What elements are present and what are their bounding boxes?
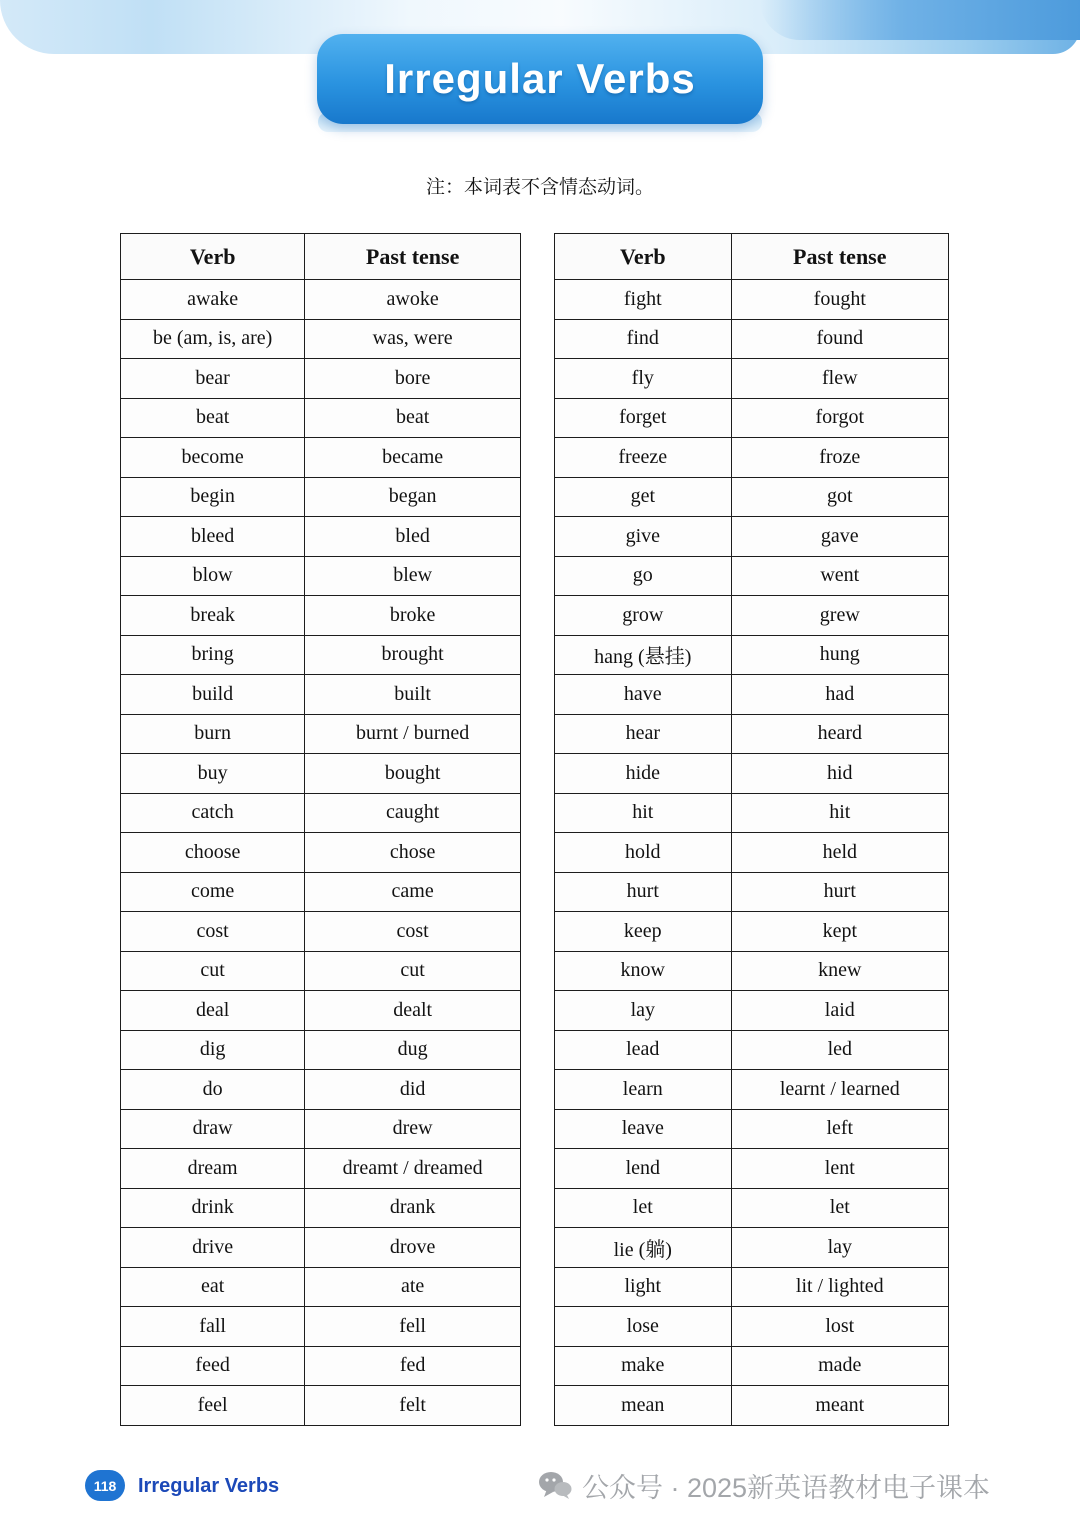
table-cell: flew: [731, 359, 948, 399]
table-row: [121, 1149, 521, 1189]
table-cell: drive: [121, 1228, 305, 1268]
table-cell: hurt: [555, 872, 732, 912]
table-row: [121, 398, 521, 438]
table-row: [555, 675, 949, 715]
table-row: [121, 1346, 521, 1386]
table-row: [555, 556, 949, 596]
table-cell: knew: [731, 951, 948, 991]
table-cell: meant: [731, 1386, 948, 1426]
table-cell: deal: [121, 991, 305, 1031]
table-cell: fly: [555, 359, 732, 399]
table-row: [121, 517, 521, 557]
table-cell: bought: [305, 754, 521, 794]
page-number: 118: [93, 1477, 117, 1494]
title-banner: [317, 34, 763, 124]
table-cell: forgot: [731, 398, 948, 438]
table-row: [555, 793, 949, 833]
table-cell: fight: [555, 280, 732, 320]
table-cell: drink: [121, 1188, 305, 1228]
table-header-row: [121, 234, 521, 280]
table-cell: fell: [305, 1307, 521, 1347]
table-row: [555, 1149, 949, 1189]
table-cell: cost: [305, 912, 521, 952]
table-cell: do: [121, 1070, 305, 1110]
table-row: [121, 477, 521, 517]
table-row: [555, 517, 949, 557]
table-cell: lent: [731, 1149, 948, 1189]
table-cell: ate: [305, 1267, 521, 1307]
table-cell: have: [555, 675, 732, 715]
table-row: [121, 833, 521, 873]
table-cell: buy: [121, 754, 305, 794]
table-cell: get: [555, 477, 732, 517]
table-cell: let: [555, 1188, 732, 1228]
table-row: [121, 951, 521, 991]
table-cell: lit / lighted: [731, 1267, 948, 1307]
table-row: [121, 1030, 521, 1070]
table-cell: bear: [121, 359, 305, 399]
decorative-sky-right: [760, 0, 1080, 40]
table-row: [555, 1188, 949, 1228]
table-row: [121, 912, 521, 952]
table-cell: cut: [121, 951, 305, 991]
table-row: [555, 833, 949, 873]
verb-table-right: [554, 233, 949, 1426]
table-cell: gave: [731, 517, 948, 557]
table-cell: lose: [555, 1307, 732, 1347]
table-cell: kept: [731, 912, 948, 952]
table-row: [555, 951, 949, 991]
table-cell: dealt: [305, 991, 521, 1031]
table-row: [555, 596, 949, 636]
column-header: Past tense: [305, 234, 521, 280]
table-cell: drove: [305, 1228, 521, 1268]
table-row: [121, 1386, 521, 1426]
table-row: [555, 635, 949, 675]
table-row: [121, 1228, 521, 1268]
watermark: [538, 1466, 990, 1505]
table-cell: bled: [305, 517, 521, 557]
table-row: [555, 1228, 949, 1268]
column-header: Verb: [555, 234, 732, 280]
table-cell: give: [555, 517, 732, 557]
table-cell: awake: [121, 280, 305, 320]
column-header: Past tense: [731, 234, 948, 280]
table-cell: keep: [555, 912, 732, 952]
verb-table-left-container: [120, 233, 521, 1426]
table-row: [121, 793, 521, 833]
table-cell: blew: [305, 556, 521, 596]
table-cell: find: [555, 319, 732, 359]
table-cell: bring: [121, 635, 305, 675]
table-cell: came: [305, 872, 521, 912]
table-cell: dream: [121, 1149, 305, 1189]
table-cell: froze: [731, 438, 948, 478]
table-cell: beat: [305, 398, 521, 438]
verb-table-left: [120, 233, 521, 1426]
table-cell: forget: [555, 398, 732, 438]
table-row: [555, 280, 949, 320]
table-row: [555, 477, 949, 517]
table-row: [555, 438, 949, 478]
table-cell: catch: [121, 793, 305, 833]
table-cell: chose: [305, 833, 521, 873]
table-cell: burnt / burned: [305, 714, 521, 754]
table-cell: heard: [731, 714, 948, 754]
table-cell: began: [305, 477, 521, 517]
table-cell: learn: [555, 1070, 732, 1110]
table-row: [121, 596, 521, 636]
table-cell: hit: [555, 793, 732, 833]
table-row: [121, 635, 521, 675]
table-cell: light: [555, 1267, 732, 1307]
table-cell: found: [731, 319, 948, 359]
table-row: [121, 359, 521, 399]
table-cell: go: [555, 556, 732, 596]
table-cell: hid: [731, 754, 948, 794]
table-cell: feed: [121, 1346, 305, 1386]
table-cell: draw: [121, 1109, 305, 1149]
table-cell: felt: [305, 1386, 521, 1426]
table-row: [121, 754, 521, 794]
table-cell: cost: [121, 912, 305, 952]
table-cell: hang (悬挂): [555, 635, 732, 675]
table-row: [555, 991, 949, 1031]
table-cell: beat: [121, 398, 305, 438]
table-cell: burn: [121, 714, 305, 754]
table-cell: got: [731, 477, 948, 517]
table-cell: hear: [555, 714, 732, 754]
table-cell: be (am, is, are): [121, 319, 305, 359]
table-row: [121, 991, 521, 1031]
table-cell: let: [731, 1188, 948, 1228]
page-title: Irregular Verbs: [384, 55, 696, 102]
table-cell: broke: [305, 596, 521, 636]
wechat-icon: [538, 1471, 572, 1501]
table-row: [121, 1188, 521, 1228]
table-cell: begin: [121, 477, 305, 517]
table-cell: hurt: [731, 872, 948, 912]
table-cell: left: [731, 1109, 948, 1149]
table-cell: dreamt / dreamed: [305, 1149, 521, 1189]
table-cell: fed: [305, 1346, 521, 1386]
table-cell: freeze: [555, 438, 732, 478]
footer-title: Irregular Verbs: [138, 1475, 280, 1497]
table-cell: hit: [731, 793, 948, 833]
table-row: [121, 1070, 521, 1110]
note-text: 注：本词表不含情态动词。: [425, 177, 654, 198]
table-cell: held: [731, 833, 948, 873]
table-cell: hide: [555, 754, 732, 794]
table-cell: grow: [555, 596, 732, 636]
table-cell: fought: [731, 280, 948, 320]
watermark-text: 公众号 · 2025新英语教材电子课本: [582, 1473, 991, 1503]
table-cell: eat: [121, 1267, 305, 1307]
table-row: [555, 359, 949, 399]
table-row: [121, 438, 521, 478]
table-cell: learnt / learned: [731, 1070, 948, 1110]
table-row: [555, 872, 949, 912]
table-cell: did: [305, 1070, 521, 1110]
table-row: [121, 1267, 521, 1307]
table-cell: know: [555, 951, 732, 991]
table-cell: had: [731, 675, 948, 715]
table-row: [555, 398, 949, 438]
table-header-row: [555, 234, 949, 280]
table-row: [555, 319, 949, 359]
table-cell: lead: [555, 1030, 732, 1070]
table-row: [555, 754, 949, 794]
table-row: [555, 714, 949, 754]
table-cell: dug: [305, 1030, 521, 1070]
table-cell: caught: [305, 793, 521, 833]
table-cell: was, were: [305, 319, 521, 359]
table-cell: awoke: [305, 280, 521, 320]
table-row: [555, 912, 949, 952]
column-header: Verb: [121, 234, 305, 280]
table-row: [121, 872, 521, 912]
table-cell: dig: [121, 1030, 305, 1070]
table-cell: make: [555, 1346, 732, 1386]
table-row: [555, 1386, 949, 1426]
table-cell: made: [731, 1346, 948, 1386]
table-cell: build: [121, 675, 305, 715]
table-cell: led: [731, 1030, 948, 1070]
table-cell: become: [121, 438, 305, 478]
table-cell: drew: [305, 1109, 521, 1149]
table-row: [555, 1030, 949, 1070]
table-cell: lie (躺): [555, 1228, 732, 1268]
table-cell: blow: [121, 556, 305, 596]
table-cell: laid: [731, 991, 948, 1031]
table-cell: drank: [305, 1188, 521, 1228]
table-cell: mean: [555, 1386, 732, 1426]
table-cell: lay: [555, 991, 732, 1031]
table-row: [121, 675, 521, 715]
table-row: [121, 1307, 521, 1347]
table-cell: went: [731, 556, 948, 596]
table-cell: come: [121, 872, 305, 912]
verb-table-right-container: [554, 233, 949, 1426]
table-cell: leave: [555, 1109, 732, 1149]
table-row: [555, 1346, 949, 1386]
table-row: [555, 1267, 949, 1307]
table-cell: hold: [555, 833, 732, 873]
table-row: [121, 319, 521, 359]
table-cell: bore: [305, 359, 521, 399]
table-cell: brought: [305, 635, 521, 675]
table-cell: break: [121, 596, 305, 636]
table-row: [121, 280, 521, 320]
table-cell: lost: [731, 1307, 948, 1347]
table-cell: built: [305, 675, 521, 715]
table-row: [555, 1109, 949, 1149]
table-cell: hung: [731, 635, 948, 675]
table-cell: became: [305, 438, 521, 478]
table-row: [121, 556, 521, 596]
table-cell: feel: [121, 1386, 305, 1426]
table-row: [555, 1307, 949, 1347]
table-cell: grew: [731, 596, 948, 636]
table-cell: choose: [121, 833, 305, 873]
table-cell: lay: [731, 1228, 948, 1268]
page-number-badge: [85, 1470, 125, 1501]
table-row: [555, 1070, 949, 1110]
table-cell: cut: [305, 951, 521, 991]
table-row: [121, 714, 521, 754]
table-cell: lend: [555, 1149, 732, 1189]
table-row: [121, 1109, 521, 1149]
table-cell: bleed: [121, 517, 305, 557]
table-cell: fall: [121, 1307, 305, 1347]
